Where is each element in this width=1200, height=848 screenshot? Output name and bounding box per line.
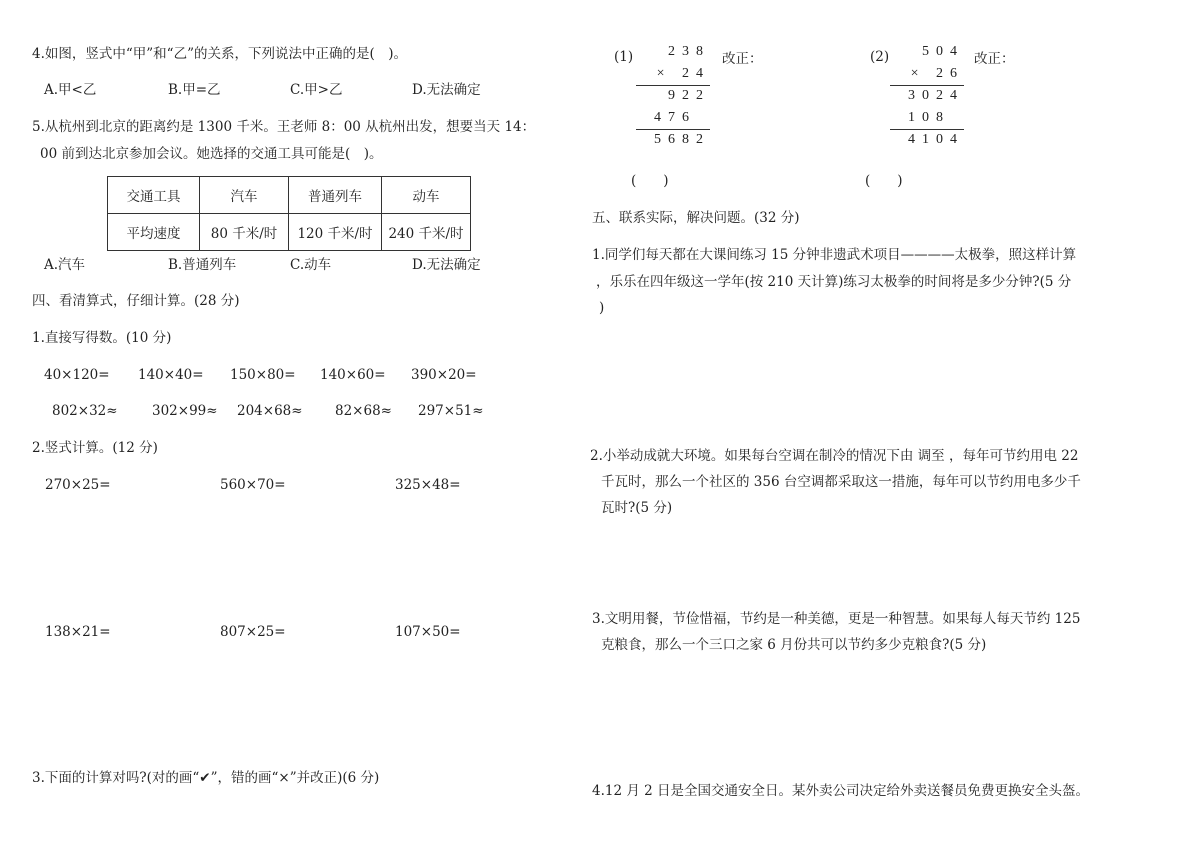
- oral-calc-item: 140×60=: [320, 367, 386, 383]
- question-5-line1: 5.从杭州到北京的距离约是 1300 千米。王老师 8：00 从杭州出发，想要当天 14：: [32, 119, 536, 135]
- oral-calc-item: 390×20=: [411, 367, 477, 383]
- word-problem-4-line: 4.12 月 2 日是全国交通安全日。某外卖公司决定给外卖送餐员免费更换安全头盔。: [592, 783, 1090, 799]
- word-problem-3-line: 克粮食，那么一个三口之家 6 月份共可以节约多少克粮食?(5 分): [601, 637, 987, 653]
- column-calc-item: 270×25=: [45, 477, 111, 493]
- calc-row: × 26: [910, 66, 964, 81]
- q5-option-b: B.普通列车: [168, 257, 237, 273]
- calc-rule: [636, 85, 710, 86]
- part-3-title: 3.下面的计算对吗?(对的画“✔”，错的画“×”并改正)(6 分): [32, 770, 380, 786]
- vertical-calc-1: [630, 44, 710, 154]
- q4-option-b: B.甲=乙: [168, 82, 221, 98]
- table-cell: 80 千米/时: [200, 214, 289, 251]
- table-header-cell: 普通列车: [289, 177, 382, 214]
- estimate-item: 204×68≈: [237, 403, 303, 419]
- word-problem-2-line: 2.小举动成就大环境。如果每台空调在制冷的情况下由 调至 ，每年可节约用电 22: [590, 448, 1079, 464]
- estimate-item: 297×51≈: [418, 403, 484, 419]
- column-calc-item: 107×50=: [395, 624, 461, 640]
- calc-row: × 24: [656, 66, 710, 81]
- q4-option-d: D.无法确定: [412, 82, 481, 98]
- calc-1-label: (1): [614, 49, 634, 65]
- word-problem-2-line: 千瓦时，那么一个社区的 356 台空调都采取这一措施，每年可以节约用电多少千: [601, 474, 1081, 490]
- q5-option-a: A.汽车: [44, 257, 86, 273]
- calc-row: 108: [908, 110, 950, 125]
- word-problem-1-line: ，乐乐在四年级这一学年(按 210 天计算)练习太极拳的时间将是多少分钟?(5 分: [596, 274, 1072, 290]
- oral-calc-item: 140×40=: [138, 367, 204, 383]
- calc-row: 476: [654, 110, 696, 125]
- estimate-item: 82×68≈: [335, 403, 392, 419]
- calc-rule: [890, 85, 964, 86]
- calc-row: 4104: [908, 132, 964, 147]
- q4-option-a: A.甲<乙: [44, 82, 97, 98]
- table-header-cell: 汽车: [200, 177, 289, 214]
- calc-row: 922: [668, 88, 710, 103]
- calc-rule: [890, 129, 964, 130]
- calc-rule: [636, 129, 710, 130]
- calc-2-fix-label: 改正：: [974, 51, 1015, 67]
- calc-row: 238: [668, 44, 710, 59]
- calc-2-label: (2): [870, 49, 890, 65]
- part-1-title: 1.直接写得数。(10 分): [32, 330, 172, 346]
- word-problem-3-line: 3.文明用餐，节俭惜福，节约是一种美德，更是一种智慧。如果每人每天节约 125: [592, 611, 1081, 627]
- table-header-cell: 交通工具: [108, 177, 200, 214]
- table-cell: 120 千米/时: [289, 214, 382, 251]
- calc-1-fix-label: 改正：: [722, 51, 763, 67]
- q5-option-d: D.无法确定: [412, 257, 481, 273]
- word-problem-1-line: 1.同学们每天都在大课间练习 15 分钟非遗武术项目————太极拳，照这样计算: [592, 247, 1077, 263]
- table-header-cell: 动车: [382, 177, 471, 214]
- word-problem-1-line: ): [599, 300, 605, 316]
- calc-1-answer-paren: ( ): [631, 173, 669, 189]
- calc-row: 5682: [654, 132, 710, 147]
- q4-option-c: C.甲>乙: [290, 82, 343, 98]
- section-4-title: 四、看清算式，仔细计算。(28 分): [32, 293, 240, 309]
- part-2-title: 2.竖式计算。(12 分): [32, 440, 158, 456]
- estimate-item: 802×32≈: [52, 403, 118, 419]
- column-calc-item: 325×48=: [395, 477, 461, 493]
- question-4-stem: 4.如图，竖式中“甲”和“乙”的关系，下列说法中正确的是( )。: [32, 46, 408, 62]
- calc-row: 3024: [908, 88, 964, 103]
- table-row: [108, 177, 471, 214]
- column-calc-item: 138×21=: [45, 624, 111, 640]
- question-5-line2: 00 前到达北京参加会议。她选择的交通工具可能是( )。: [40, 146, 383, 162]
- table-cell: 240 千米/时: [382, 214, 471, 251]
- speed-table: [107, 176, 471, 251]
- vertical-calc-2: [884, 44, 964, 154]
- word-problem-2-line: 瓦时?(5 分): [601, 500, 673, 516]
- oral-calc-item: 40×120=: [44, 367, 110, 383]
- q5-option-c: C.动车: [290, 257, 332, 273]
- table-row: [108, 214, 471, 251]
- column-calc-item: 560×70=: [220, 477, 286, 493]
- calc-2-answer-paren: ( ): [865, 173, 903, 189]
- column-calc-item: 807×25=: [220, 624, 286, 640]
- section-5-title: 五、联系实际，解决问题。(32 分): [592, 210, 800, 226]
- table-cell: 平均速度: [108, 214, 200, 251]
- oral-calc-item: 150×80=: [230, 367, 296, 383]
- calc-row: 504: [922, 44, 964, 59]
- estimate-item: 302×99≈: [152, 403, 218, 419]
